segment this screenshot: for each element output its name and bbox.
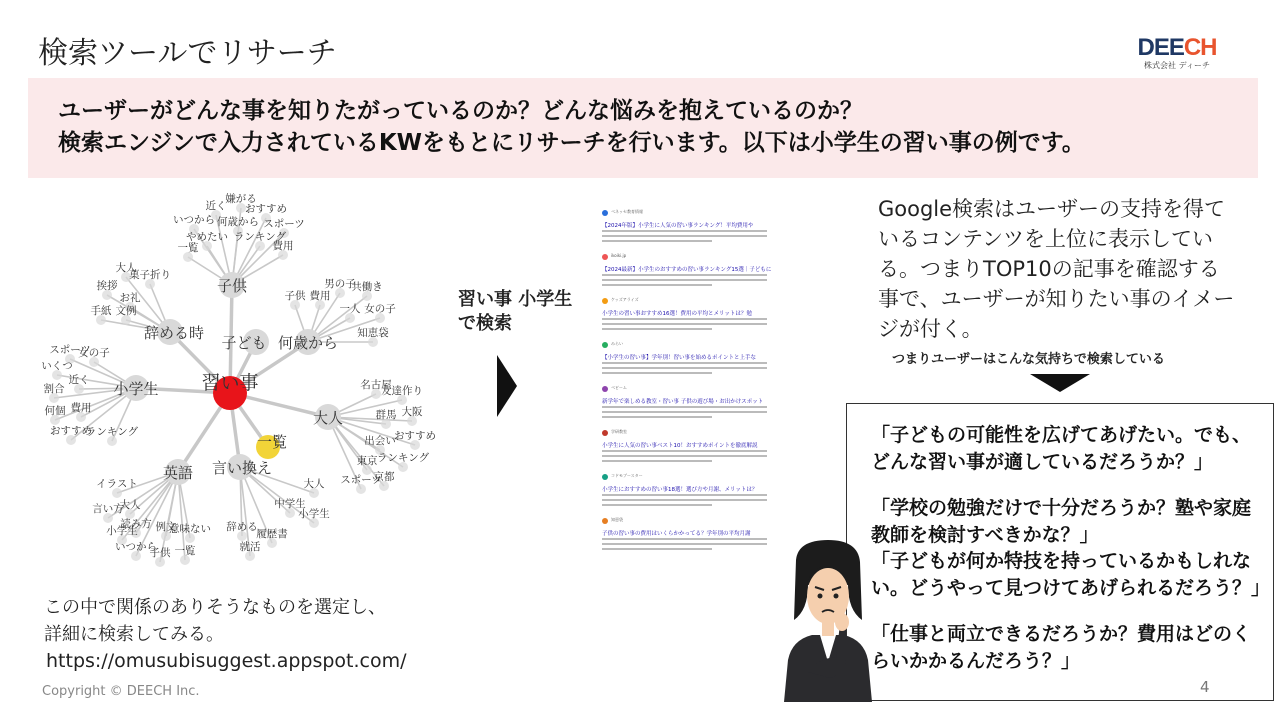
search-result-site: ベビーム <box>611 385 627 390</box>
search-result-snippet-line <box>602 230 767 232</box>
search-result-snippet-line <box>602 450 767 452</box>
search-result-title[interactable]: 【2024最新】小学生のおすすめの習い事ランキング15選｜子どもに <box>602 267 772 273</box>
keyword-mind-map <box>30 190 450 575</box>
search-result-snippet-line <box>602 538 767 540</box>
quote-3: 「子どもが何か特技を持っているかもしれない。どうやって見つけてあげられるだろう？」 <box>871 550 1271 599</box>
mind-map-leaf-label: 群馬 <box>375 409 397 421</box>
search-result-snippet-line <box>602 416 712 418</box>
search-result-snippet-line <box>602 548 712 550</box>
banner-line-2: 検索エンジンで入力されているKWをもとにリサーチを行います。以下は小学生の習い事の例です。 <box>58 130 1085 156</box>
mind-map-hub-label: 子ども <box>221 334 267 352</box>
user-thoughts-box <box>846 403 1274 701</box>
mind-map-leaf-label: 出会い <box>364 435 396 447</box>
mind-map-leaf-label: 名古屋 <box>360 379 392 391</box>
search-result-snippet-line <box>602 284 712 286</box>
search-result-title[interactable]: 子供の習い事の費用はいくらかかってる？学年別の平均月謝 <box>602 531 751 537</box>
search-result-snippet-line <box>602 372 712 374</box>
site-favicon-icon <box>602 386 608 392</box>
selection-instruction <box>44 594 386 648</box>
search-result-title[interactable]: 小学生の習い事おすすめ16選！費用の平均とメリットは？勉 <box>602 311 752 317</box>
mind-map-hub-label: 一覧 <box>256 433 288 451</box>
mind-map-leaf-label: おすすめ <box>393 430 437 442</box>
mind-map-leaf-label: 共働き <box>351 281 383 293</box>
mind-map-leaf-label: 女の子 <box>78 347 110 359</box>
search-result-site: コドモブースター <box>611 473 643 478</box>
search-result-snippet-line <box>602 411 767 413</box>
mind-map-leaf-label: 大阪 <box>401 406 423 418</box>
search-result-snippet-line <box>602 318 767 320</box>
search-result-snippet-line <box>602 499 767 501</box>
mind-map-leaf-label: 言い方 <box>92 503 124 515</box>
mind-map-leaf-label: 何個 <box>44 405 66 417</box>
mind-map-leaf-label: スポーツ <box>340 474 382 486</box>
search-result-site: ケッズアライズ <box>611 297 639 302</box>
search-result-snippet-line <box>602 367 767 369</box>
mind-map-leaf-label: 大人 <box>303 478 325 490</box>
mind-map-leaf-label: 辞める <box>226 521 258 533</box>
mind-map-hub-label: 大人 <box>312 409 344 427</box>
search-result-site: 学研教室 <box>611 429 627 434</box>
down-arrow-icon <box>1030 374 1090 392</box>
mind-map-root-label: 習い事 <box>201 372 259 394</box>
mind-map-leaf-label: 一覧 <box>177 242 199 254</box>
search-result-title[interactable]: 新学年で楽しめる教室・習い事 子供の遊び場・お出かけスポット <box>602 399 764 405</box>
mind-map-leaf-label: 割合 <box>43 383 65 395</box>
quote-2: 「学校の勉強だけで十分だろうか？塾や家庭教師を検討すべきかな？」 <box>871 497 1252 546</box>
mind-map-leaf-label: 友達作り <box>381 385 423 397</box>
mind-map-leaf-label: スポーツ <box>263 218 305 230</box>
mind-map-leaf-label: 挨拶 <box>96 280 118 292</box>
search-result-snippet-line <box>602 543 767 545</box>
search-result-snippet-line <box>602 279 767 281</box>
mind-map-leaf-label: 女の子 <box>364 303 396 315</box>
mind-map-leaf-label: 意味ない <box>169 523 211 535</box>
mind-map-hub-label: 何歳から <box>277 334 339 352</box>
mind-map-leaf-label: 大人 <box>119 499 141 511</box>
search-result-snippet-line <box>602 240 712 242</box>
mind-map-leaf-label: 履歴書 <box>256 528 288 540</box>
mind-map-leaf-label: ランキング <box>85 426 139 438</box>
slide-title: 検索ツールでリサーチ <box>38 36 337 71</box>
mind-map-leaf-label: おすすめ <box>244 203 288 215</box>
mind-map-leaf-label: 近く <box>205 200 227 212</box>
mood-label: つまりユーザーはこんな気持ちで検索している <box>892 352 1165 367</box>
mind-map-leaf-label: いつから <box>115 541 157 553</box>
mind-map-leaf-label: 費用 <box>70 402 92 414</box>
search-result-site: ikoiki.jp <box>611 253 627 258</box>
deech-logo <box>1132 36 1222 72</box>
search-result-snippet-line <box>602 274 767 276</box>
mind-map-leaf-label: 一人 <box>339 303 361 315</box>
search-result-site: ベネッセ教育情報 <box>611 209 643 214</box>
mind-map-leaf-label: 就活 <box>239 541 261 553</box>
mind-map-leaf-label: 東京 <box>356 455 378 467</box>
mind-map-hub-label: 子供 <box>216 277 248 295</box>
search-result-snippet-line <box>602 235 767 237</box>
copyright: Copyright © DEECH Inc. <box>42 684 200 699</box>
mind-map-leaf-label: いつから <box>173 214 215 226</box>
site-favicon-icon <box>602 298 608 304</box>
intro-banner <box>28 78 1258 178</box>
mind-map-hub-label: 英語 <box>162 464 194 482</box>
search-result-snippet-line <box>602 362 767 364</box>
selection-line-1: この中で関係のありそうなものを選定し、 <box>44 597 386 618</box>
mind-map-leaf-label: 例文 <box>155 521 177 533</box>
search-result-snippet-line <box>602 406 767 408</box>
site-favicon-icon <box>602 210 608 216</box>
selection-line-2: 詳細に検索してみる。 <box>44 624 224 645</box>
mind-map-leaf-label: 子供 <box>149 547 171 559</box>
mind-map-leaf-label: 小学生 <box>106 525 138 537</box>
search-result-snippet-line <box>602 323 767 325</box>
mind-map-leaf-label: おすすめ <box>49 425 93 437</box>
mind-map-leaf-label: ランキング <box>233 231 287 243</box>
site-favicon-icon <box>602 474 608 480</box>
search-result-title[interactable]: 【小学生の習い事】学年別！習い事を始めるポイントと上手な <box>602 355 757 361</box>
mind-map-leaf-label: 文例 <box>115 305 137 317</box>
logo-dee: DEE <box>1137 34 1184 61</box>
mind-map-leaf-label: 費用 <box>272 240 294 252</box>
page-number: 4 <box>1200 678 1210 696</box>
mind-map-leaf-label: いくつ <box>41 360 73 372</box>
search-result-snippet-line <box>602 460 712 462</box>
mind-map-leaf-label: 男の子 <box>324 278 356 290</box>
search-result-site: みらい <box>611 341 623 346</box>
tool-url[interactable]: https://omusubisuggest.appspot.com/ <box>46 650 407 672</box>
mind-map-leaf-label: 知恵袋 <box>357 327 389 339</box>
search-result-snippet-line <box>602 494 767 496</box>
search-result-title[interactable]: 小学生におすすめの習い事18選！選び方や月謝、メリットは？ <box>602 487 758 493</box>
thinking-woman-illustration <box>778 540 878 702</box>
mind-map-leaf-label: ランキング <box>376 452 430 464</box>
site-favicon-icon <box>602 254 608 260</box>
search-result-snippet-line <box>602 504 712 506</box>
mind-map-leaf-label: 京都 <box>373 471 395 483</box>
mind-map-leaf-label: 嫌がる <box>225 193 257 205</box>
mind-map-leaf-label: 費用 <box>309 290 331 302</box>
mind-map-labels <box>41 192 436 559</box>
mind-map-leaf-label: お礼 <box>119 292 141 304</box>
search-query-line-1: 習い事 小学生 <box>458 289 573 310</box>
mind-map-leaf-label: 一覧 <box>174 545 196 557</box>
logo-subtitle: 株式会社 ディーチ <box>1144 61 1210 70</box>
mind-map-leaf-label: 大人 <box>115 262 137 274</box>
mind-map-leaf-label: 中学生 <box>274 498 306 510</box>
right-arrow-icon <box>497 355 517 417</box>
search-result-title[interactable]: 【2024年版】小学生に人気の習い事ランキング！平均費用や <box>602 223 754 229</box>
search-result-site: 知恵袋 <box>611 517 623 522</box>
mind-map-leaf-label: イラスト <box>96 478 138 490</box>
search-query-label <box>458 288 598 336</box>
search-query-line-2: で検索 <box>458 313 512 334</box>
search-result-title[interactable]: 小学生に人気の習い事ベスト10！おすすめポイントを徹底解説 <box>602 443 758 449</box>
mind-map-leaf-label: 近く <box>68 374 90 386</box>
search-result-snippet-line <box>602 328 712 330</box>
search-results-screenshot <box>598 205 780 563</box>
mind-map-hub-label: 言い換え <box>211 459 273 477</box>
mind-map-leaf-label: 子供 <box>284 290 306 302</box>
quote-4: 「仕事と両立できるだろうか？費用はどのくらいかかるんだろう？」 <box>871 623 1252 672</box>
logo-ch: CH <box>1183 34 1217 61</box>
quote-1: 「子どもの可能性を広げてあげたい。でも、どんな習い事が適しているだろうか？」 <box>871 424 1252 473</box>
mind-map-leaf-label: 小学生 <box>298 508 330 520</box>
mind-map-leaf-label: やめたい <box>186 231 228 243</box>
site-favicon-icon <box>602 342 608 348</box>
mind-map-leaf-label: 何歳から <box>217 216 259 228</box>
mind-map-hub-label: 小学生 <box>113 380 159 398</box>
mind-map-leaf-label: 手紙 <box>90 305 112 317</box>
google-explanation: Google検索はユーザーの支持を得ているコンテンツを上位に表示している。つまりTOP10の記事を確認する事で、ユーザーが知りたい事のイメージが付く。 <box>878 197 1235 341</box>
search-result-snippet-line <box>602 455 767 457</box>
site-favicon-icon <box>602 518 608 524</box>
banner-line-1: ユーザーがどんな事を知りたがっているのか？どんな悩みを抱えているのか？ <box>58 98 863 124</box>
mind-map-hub-label: 辞める時 <box>143 324 205 342</box>
mind-map-leaf-label: 読み方 <box>120 518 152 530</box>
mind-map-leaf-label: スポーツ <box>49 344 91 356</box>
site-favicon-icon <box>602 430 608 436</box>
mind-map-leaf-label: 菓子折り <box>129 269 171 281</box>
